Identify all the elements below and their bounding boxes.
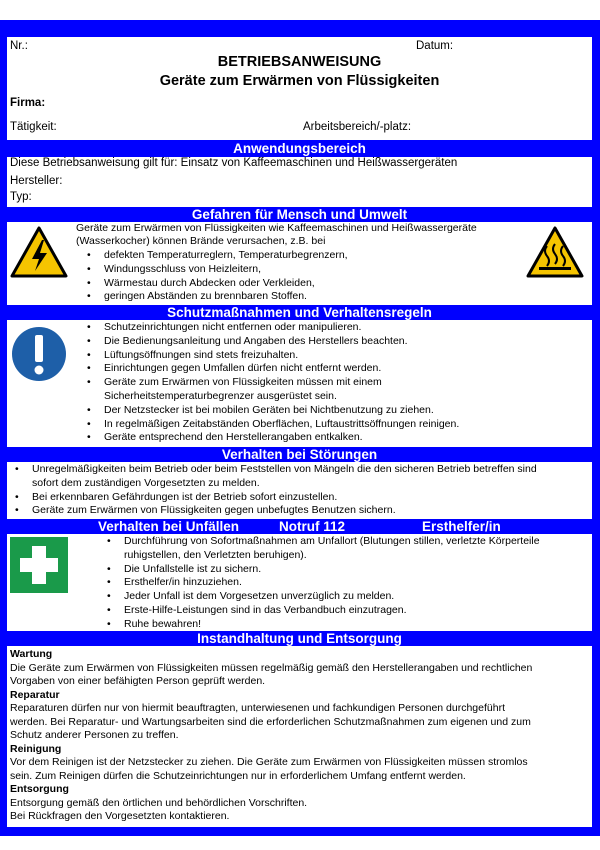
wartung-line: Vorgaben von einer befähigten Person geprüft werden. xyxy=(10,675,266,687)
entsorgung-line: Bei Rückfragen den Vorgesetzten kontaktieren. xyxy=(10,810,230,822)
wartung-line: Die Geräte zum Erwärmen von Flüssigkeiten müssen regelmäßig gemäß den Herstellerangaben und rechtlichen xyxy=(10,661,533,674)
reinigung-title: Reinigung xyxy=(10,742,62,755)
firma-label: Firma: xyxy=(10,97,46,109)
section-heading-instandhaltung: Instandhaltung und Entsorgung xyxy=(7,631,592,646)
unfaelle-list xyxy=(124,535,540,632)
hot-surface-icon xyxy=(526,226,584,278)
nr-label: Nr.: xyxy=(10,40,28,52)
stoerungen-list xyxy=(32,463,537,518)
section-heading-schutz: Schutzmaßnahmen und Verhaltensregeln xyxy=(7,305,592,320)
datum-label: Datum: xyxy=(416,40,454,52)
wartung-title: Wartung xyxy=(10,648,53,660)
schutz-list xyxy=(104,321,459,445)
list-item: • Bei erkennbaren Gefährdungen ist der Betrieb sofort einzustellen. xyxy=(32,491,537,505)
list-item: • Die Bedienungsanleitung und Angaben des Herstellers beachten. xyxy=(104,335,459,349)
list-item: • Jeder Unfall ist dem Vorgesetzen unverzüglich zu melden. xyxy=(124,590,540,604)
section-heading-gefahren: Gefahren für Mensch und Umwelt xyxy=(7,207,592,222)
instandhaltung-block xyxy=(7,646,592,827)
list-item: • Lüftungsöffnungen sind stets freizuhalten. xyxy=(104,349,459,363)
list-item: • Die Unfallstelle ist zu sichern. xyxy=(124,563,540,577)
arbeitsbereich-label: Arbeitsbereich/-platz: xyxy=(303,121,412,133)
section-heading-unfaelle xyxy=(7,519,592,534)
list-item: • Geräte entsprechend den Herstellerangaben entkalken. xyxy=(104,431,459,445)
list-item-continuation: ruhigstellen, den Verletzten beruhigen). xyxy=(124,548,307,561)
list-item: • Geräte zum Erwärmen von Flüssigkeiten gegen unbefugtes Benutzen sichern. xyxy=(32,504,537,518)
unfaelle-block xyxy=(7,534,592,631)
list-item: • Einrichtungen gegen Umfallen dürfen nicht entfernt werden. xyxy=(104,362,459,376)
list-item: • Windungsschluss von Heizleitern, xyxy=(104,263,348,277)
reparatur-line: werden. Bei Reparatur- und Wartungsarbeiten sind die erforderlichen Schutzmaßnahmen zum eigenen und zum xyxy=(10,715,531,728)
page-title: BETRIEBSANWEISUNG xyxy=(217,54,382,70)
list-item: • Ruhe bewahren! xyxy=(124,618,540,632)
page-subtitle: Geräte zum Erwärmen von Flüssigkeiten xyxy=(159,73,440,89)
list-item: • Wärmestau durch Abdecken oder Verkleiden, xyxy=(104,277,348,291)
list-item: • Der Netzstecker ist bei mobilen Geräten bei Nichtbenutzung zu ziehen. xyxy=(104,404,459,418)
notruf-label: Notruf 112 xyxy=(279,519,346,534)
list-item: • Erste-Hilfe-Leistungen sind in das Verbandbuch einzutragen. xyxy=(124,604,540,618)
list-item: • Unregelmäßigkeiten beim Betrieb oder beim Feststellen von Mängeln die den sicheren Betrieb betreffen sind xyxy=(32,463,537,477)
list-item-continuation: Sicherheitstemperaturbegrenzer ausgerüstet sein. xyxy=(104,389,337,402)
list-item: • In regelmäßigen Zeitabständen Oberflächen, Luftaustrittsöffnungen reinigen. xyxy=(104,418,459,432)
list-item: • Schutzeinrichtungen nicht entfernen oder manipulieren. xyxy=(104,321,459,335)
header-block xyxy=(7,37,592,140)
list-item: • Durchführung von Sofortmaßnahmen am Unfallort (Blutungen stillen, verletzte Körperteile xyxy=(124,535,540,549)
taetigkeit-label: Tätigkeit: xyxy=(10,121,57,133)
entsorgung-title: Entsorgung xyxy=(10,783,69,795)
list-item: • geringen Abständen zu brennbaren Stoffen. xyxy=(104,290,348,304)
reparatur-title: Reparatur xyxy=(10,688,60,701)
hersteller-label: Hersteller: xyxy=(10,175,63,187)
unfaelle-heading: Verhalten bei Unfällen xyxy=(98,519,240,534)
section-heading-anwendungsbereich: Anwendungsbereich xyxy=(7,141,592,156)
reinigung-line: sein. Zum Reinigen dürfen die Schutzeinrichtungen nur in erforderlichem Umfang entfernt werden. xyxy=(10,769,466,782)
mandatory-action-icon xyxy=(10,325,68,383)
gefahren-block xyxy=(7,222,592,307)
electric-hazard-icon xyxy=(10,226,68,278)
reinigung-line: Vor dem Reinigen ist der Netzstecker zu ziehen. Die Geräte zum Erwärmen von Flüssigkeiten müssen stromlos xyxy=(10,756,528,768)
scope-text: Diese Betriebsanweisung gilt für: Einsatz von Kaffeemaschinen und Heißwassergeräten xyxy=(10,157,458,169)
first-aid-icon xyxy=(10,537,68,593)
gefahren-intro-2: (Wasserkocher) können Brände verursachen, z.B. bei xyxy=(76,235,326,247)
section-heading-stoerungen: Verhalten bei Störungen xyxy=(7,447,592,462)
list-item-continuation: sofort dem zuständigen Vorgesetzten zu melden. xyxy=(32,476,260,489)
ersthelfer-label: Ersthelfer/in xyxy=(422,519,501,534)
list-item: • Geräte zum Erwärmen von Flüssigkeiten müssen mit einem xyxy=(104,376,459,390)
list-item: • Ersthelfer/in hinzuziehen. xyxy=(124,576,540,590)
list-item: • defekten Temperaturreglern, Temperaturbegrenzern, xyxy=(104,249,348,263)
gefahren-intro-1: Geräte zum Erwärmen von Flüssigkeiten wie Kaffeemaschinen und Heißwassergeräte xyxy=(76,222,477,234)
reparatur-line: Reparaturen dürfen nur von hiermit beauftragten, unterwiesenen und fachkundigen Personen durchgeführt xyxy=(10,702,505,714)
schutz-block xyxy=(7,320,592,447)
typ-label: Typ: xyxy=(10,191,32,203)
entsorgung-line: Entsorgung gemäß den örtlichen und behördlichen Vorschriften. xyxy=(10,796,308,809)
instandhaltung-text xyxy=(10,648,585,824)
gefahren-list xyxy=(104,249,348,304)
stoerungen-block xyxy=(7,462,592,519)
reparatur-line: Schutz anderer Personen zu treffen. xyxy=(10,729,179,741)
anwendungsbereich-block xyxy=(7,157,592,207)
